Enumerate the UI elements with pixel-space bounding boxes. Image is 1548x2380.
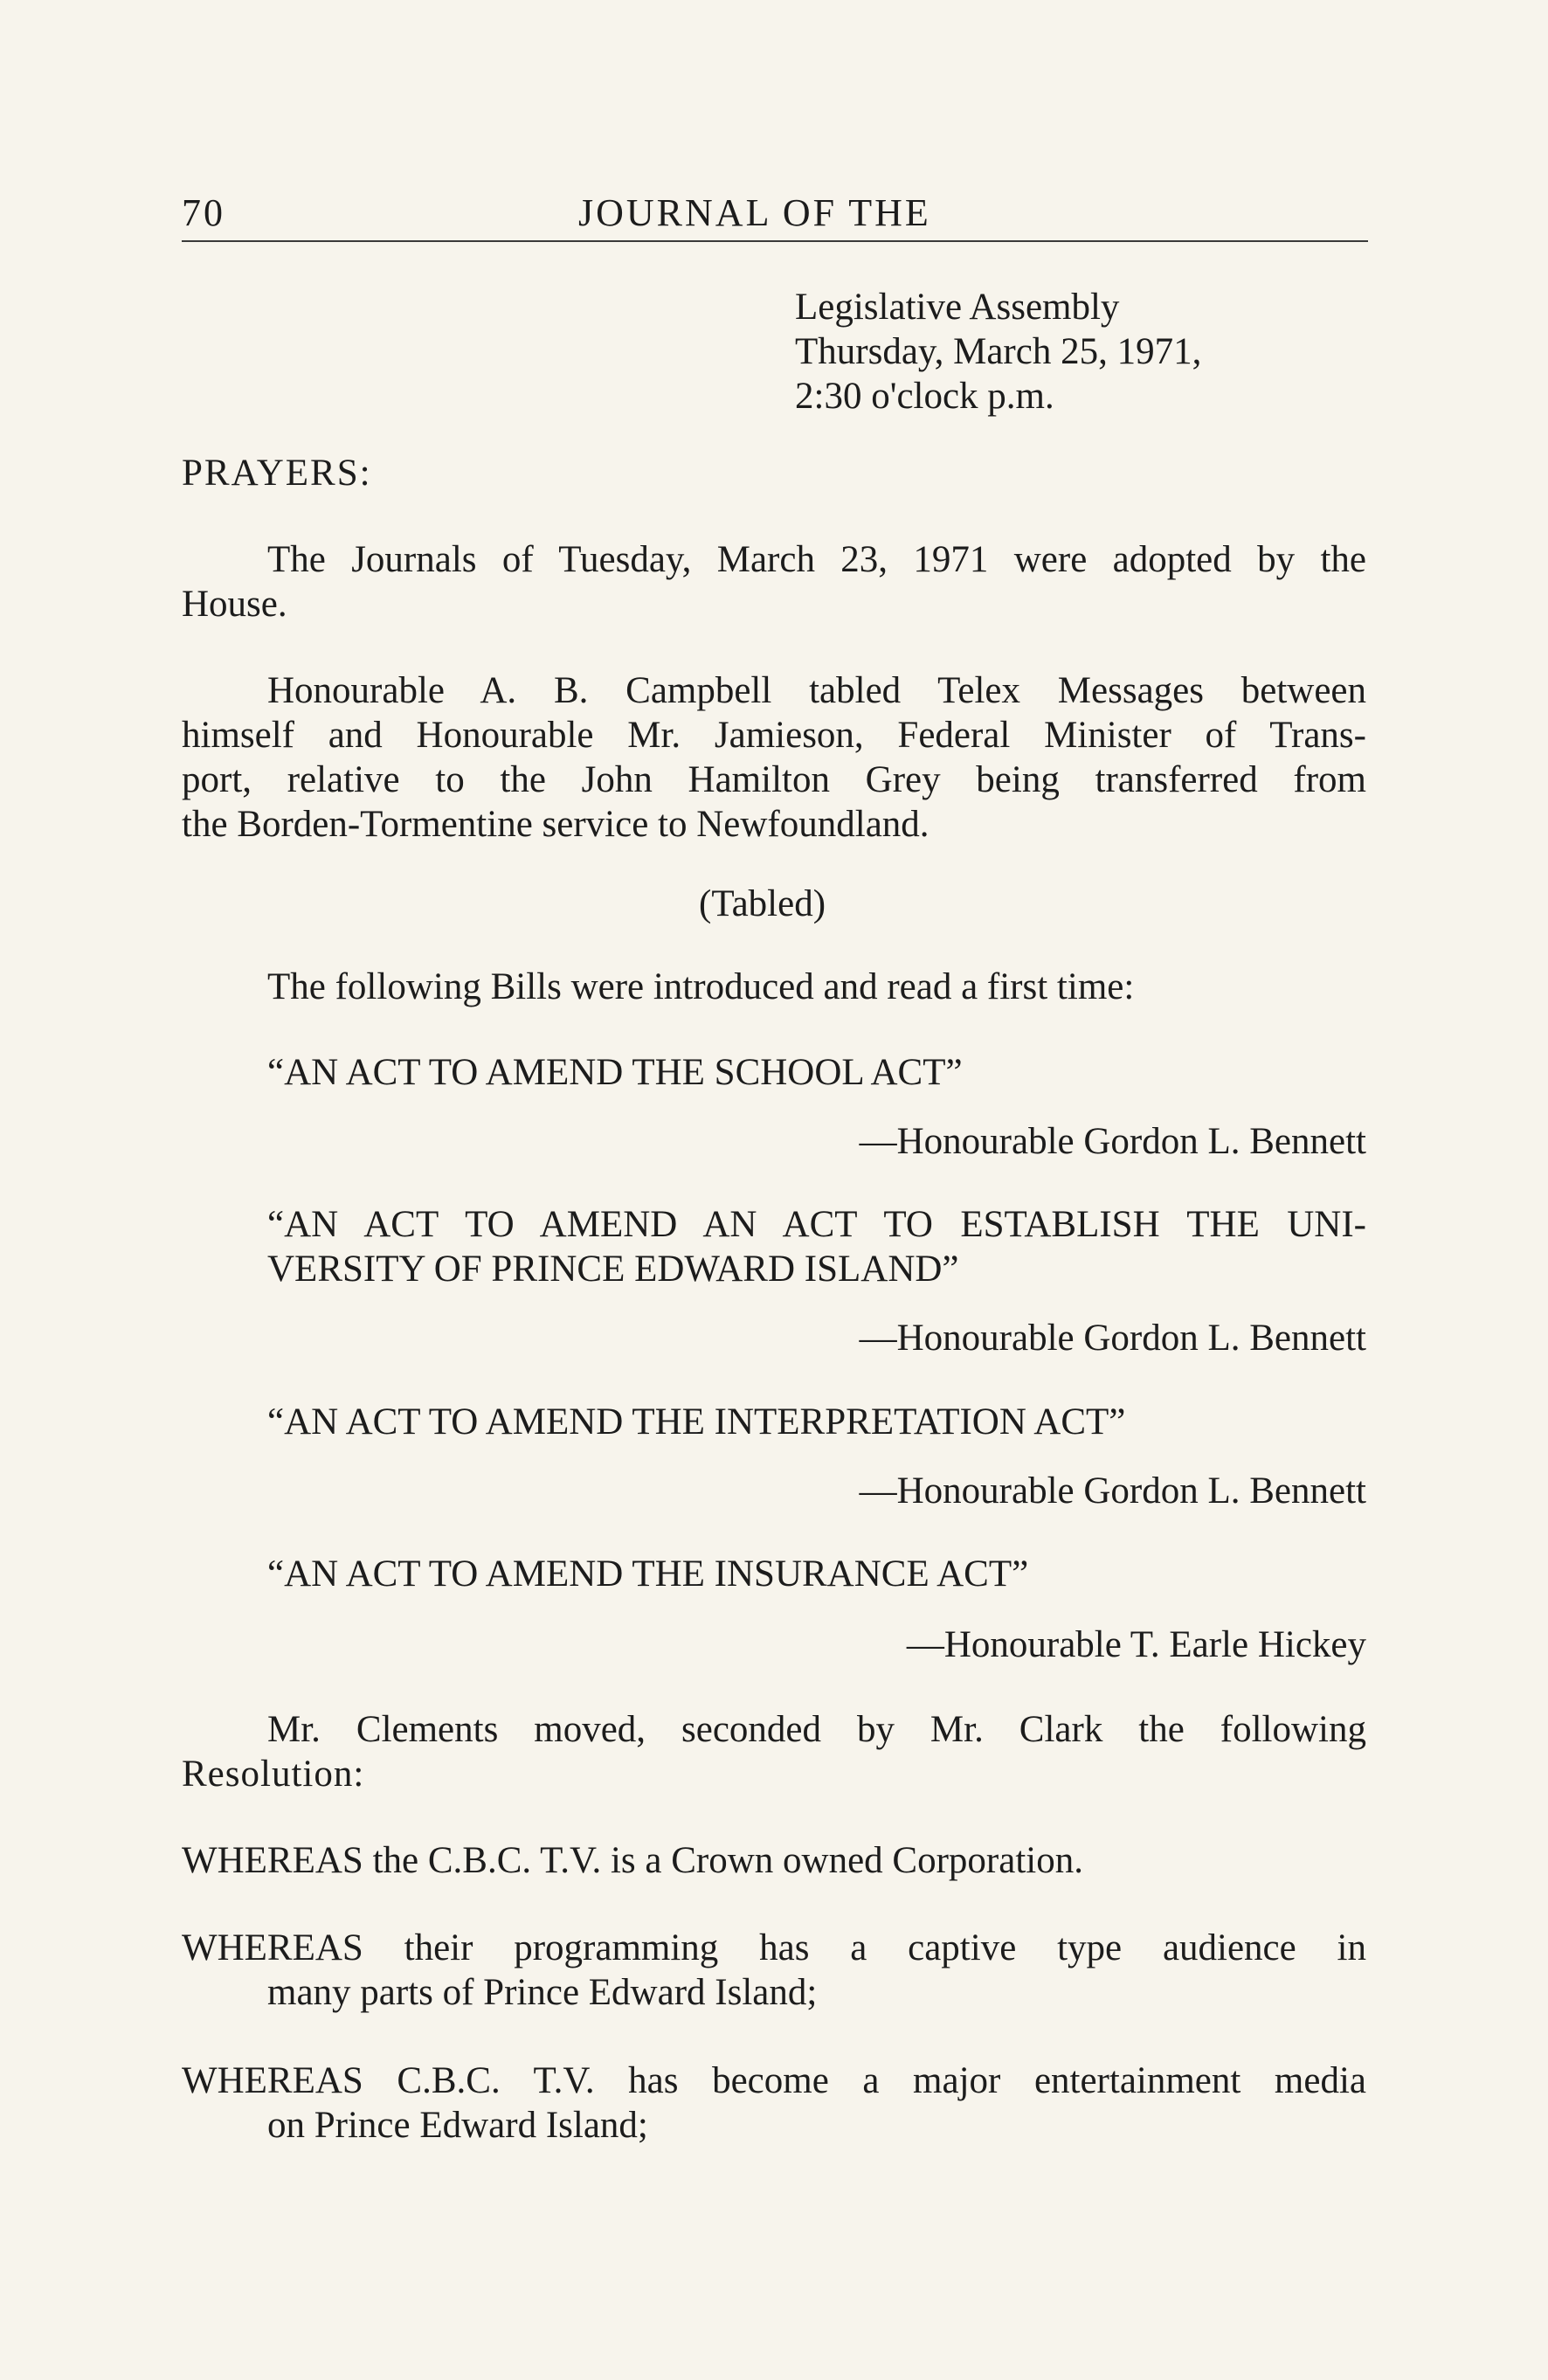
telex-para-line2: himself and Honourable Mr. Jamieson, Federal Minister of Trans-: [182, 715, 1366, 756]
dateline-line2: Thursday, March 25, 1971,: [795, 331, 1202, 372]
whereas-3-line2: on Prince Edward Island;: [267, 2105, 648, 2146]
bills-intro: The following Bills were introduced and read a first time:: [267, 966, 1135, 1007]
motion-line1: Mr. Clements moved, seconded by Mr. Clark the following: [267, 1709, 1366, 1750]
dateline-line3: 2:30 o'clock p.m.: [795, 376, 1054, 417]
bill-3-sponsor: —Honourable Gordon L. Bennett: [859, 1470, 1366, 1512]
telex-para-line1: Honourable A. B. Campbell tabled Telex Messages between: [267, 670, 1366, 711]
bill-2-title-line2: VERSITY OF PRINCE EDWARD ISLAND”: [267, 1249, 959, 1290]
bill-1-title-line1: “AN ACT TO AMEND THE SCHOOL ACT”: [267, 1052, 963, 1093]
whereas-3-line1: WHEREAS C.B.C. T.V. has become a major entertainment media: [182, 2060, 1366, 2101]
whereas-1-line1: WHEREAS the C.B.C. T.V. is a Crown owned Corporation.: [182, 1840, 1083, 1881]
telex-para-line4: the Borden-Tormentine service to Newfoundland.: [182, 804, 929, 845]
header-rule: [182, 240, 1368, 242]
journals-para-line2: House.: [182, 584, 287, 625]
telex-para-line3: port, relative to the John Hamilton Grey being transferred from: [182, 759, 1366, 800]
journals-para-line1: The Journals of Tuesday, March 23, 1971 were adopted by the: [267, 539, 1366, 580]
dateline-line1: Legislative Assembly: [795, 287, 1120, 328]
page-number: 70: [182, 191, 225, 234]
tabled-note: (Tabled): [699, 883, 826, 924]
bill-1-sponsor: —Honourable Gordon L. Bennett: [859, 1121, 1366, 1162]
bill-2-title-line1: “AN ACT TO AMEND AN ACT TO ESTABLISH THE UNI-: [267, 1204, 1366, 1245]
whereas-2-line2: many parts of Prince Edward Island;: [267, 1972, 818, 2013]
prayers-heading: PRAYERS:: [182, 453, 372, 494]
bill-2-sponsor: —Honourable Gordon L. Bennett: [859, 1318, 1366, 1359]
whereas-2-line1: WHEREAS their programming has a captive type audience in: [182, 1927, 1366, 1968]
running-title: JOURNAL OF THE: [578, 191, 931, 234]
bill-4-title-line1: “AN ACT TO AMEND THE INSURANCE ACT”: [267, 1553, 1029, 1595]
motion-line2: Resolution:: [182, 1754, 365, 1795]
bill-4-sponsor: —Honourable T. Earle Hickey: [906, 1624, 1366, 1665]
bill-3-title-line1: “AN ACT TO AMEND THE INTERPRETATION ACT”: [267, 1401, 1126, 1443]
